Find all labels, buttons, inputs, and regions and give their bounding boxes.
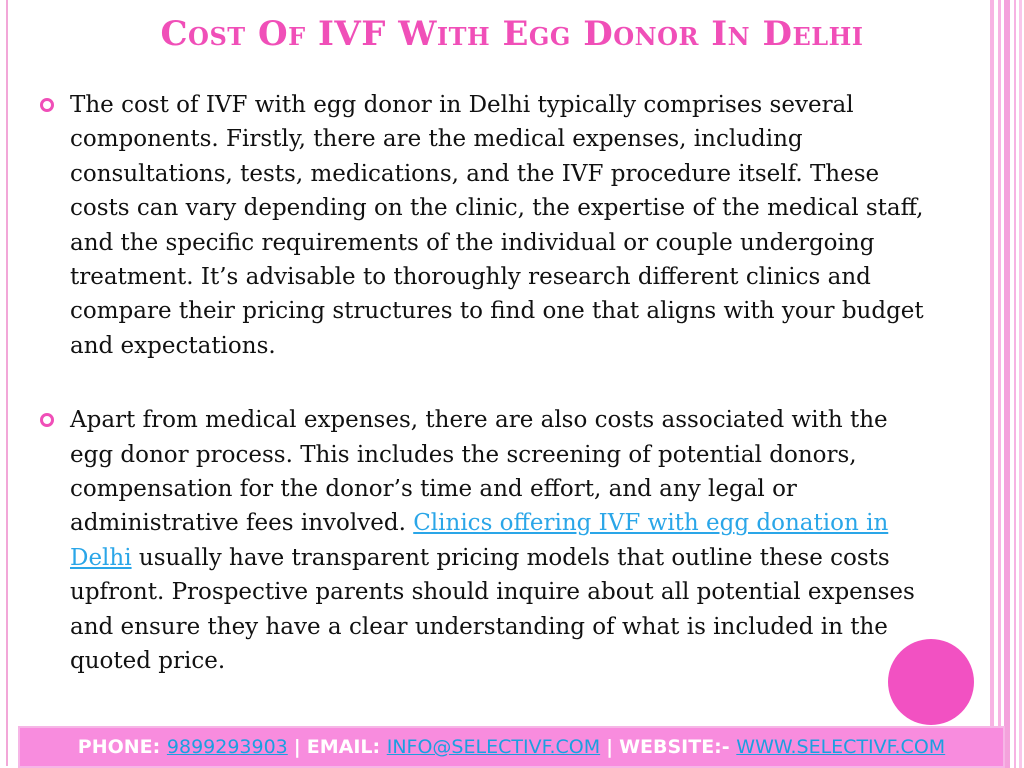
phone-link[interactable]: 9899293903 <box>166 736 288 758</box>
page-title: Cost Of IVF With Egg Donor In Delhi <box>160 14 864 54</box>
clinics-link[interactable]: Clinics offering IVF with egg donation in Delhi <box>70 510 889 571</box>
paragraph-text: Apart from medical expenses, there are also costs associated with the egg donor process. This includes the screening of potential donors, compensation for the donor’s time and effort, and any legal or administrative fees involved. <box>70 407 888 537</box>
bullet-item <box>36 403 936 678</box>
email-link[interactable]: INFO@SELECTIVF.COM <box>386 736 601 758</box>
side-stripes <box>984 0 1024 768</box>
separator: | <box>293 736 301 758</box>
decorative-circle <box>888 639 974 725</box>
website-link[interactable]: WWW.SELECTIVF.COM <box>736 736 946 758</box>
paragraph-text: The cost of IVF with egg donor in Delhi typically comprises several components. Firstly, there are the medical expenses, including consultations, tests, medications, and the IVF procedure itself. These costs can vary depending on the clinic, the expertise of the medical staff, and the specific requirements of the individual or couple undergoing treatment. It’s advisable to thoroughly research different clinics and compare their pricing structures to find one that aligns with your budget and expectations. <box>70 92 924 359</box>
bullet-item <box>36 88 936 363</box>
bullet-circle-icon <box>40 98 54 112</box>
separator: | <box>606 736 614 758</box>
bullet-circle-icon <box>40 413 54 427</box>
paragraph-text-continued: usually have transparent pricing models that outline these costs upfront. Prospective parents should inquire about all potential expenses and ensure they have a clear understanding of what is included in the quoted price. <box>70 544 915 675</box>
email-label: EMAIL: <box>306 736 381 758</box>
website-label: WEBSITE:- <box>619 736 730 758</box>
contact-footer <box>18 726 1005 768</box>
bullet-list <box>36 88 936 679</box>
phone-label: PHONE: <box>77 736 161 758</box>
